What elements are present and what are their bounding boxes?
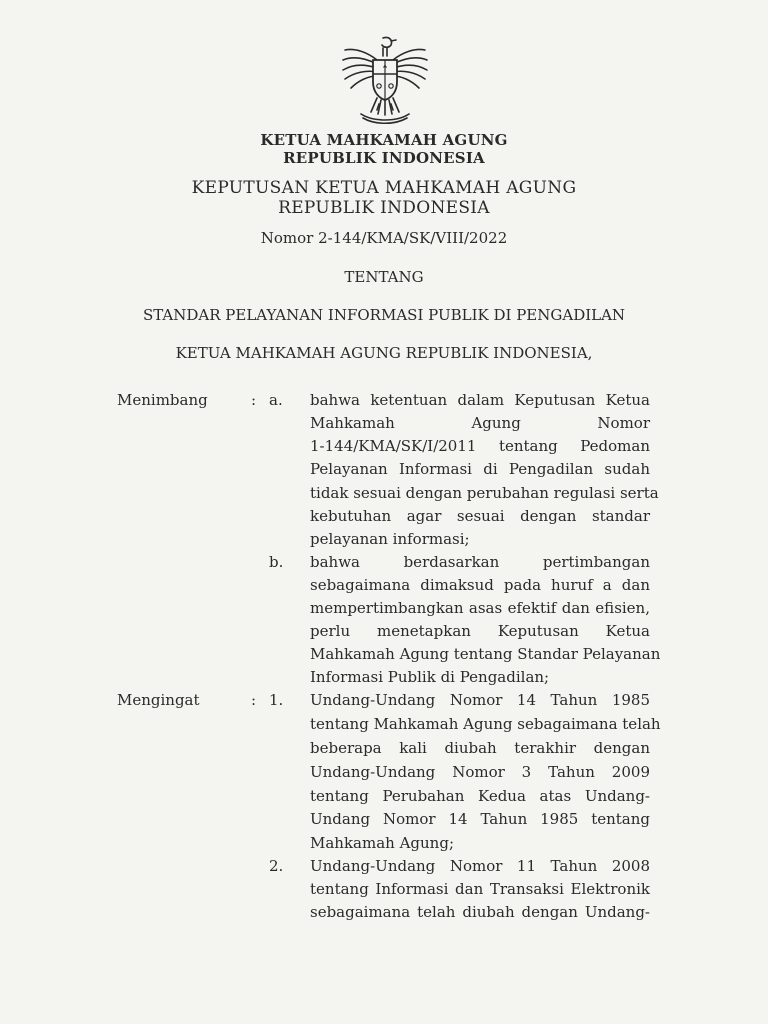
- decree-subject: STANDAR PELAYANAN INFORMASI PUBLIK DI PENGADILAN: [142, 306, 626, 324]
- decree-title-line-2: REPUBLIK INDONESIA: [278, 198, 490, 218]
- item-marker: 2.: [269, 857, 284, 875]
- tentang-heading: TENTANG: [344, 268, 424, 286]
- menimbang-label: Menimbang: [117, 391, 208, 409]
- clause-line: mempertimbangkan asas efektif dan efisien,: [310, 599, 650, 617]
- item-marker: 1.: [269, 691, 284, 709]
- clause-line: kebutuhan agar sesuai dengan standar: [310, 507, 650, 525]
- item-marker: b.: [269, 553, 284, 571]
- clause-line: Pelayanan Informasi di Pengadilan sudah: [310, 460, 650, 478]
- mengingat-label: Mengingat: [117, 691, 200, 709]
- authority-line-2: REPUBLIK INDONESIA: [283, 149, 485, 167]
- authority-line-1: KETUA MAHKAMAH AGUNG: [260, 131, 508, 149]
- garuda-emblem-icon: [337, 34, 433, 126]
- clause-line: Undang-Undang Nomor 3 Tahun 2009: [310, 763, 650, 781]
- clause-line: tentang Mahkamah Agung sebagaimana telah: [310, 715, 661, 733]
- clause-line: tidak sesuai dengan perubahan regulasi serta: [310, 484, 659, 502]
- clause-line: Undang-Undang Nomor 14 Tahun 1985: [310, 691, 650, 709]
- clause-line: Informasi Publik di Pengadilan;: [310, 668, 550, 686]
- clause-line: tentang Perubahan Kedua atas Undang-: [310, 787, 650, 805]
- clause-line: bahwa berdasarkan pertimbangan: [310, 553, 650, 571]
- mengingat-colon: :: [251, 691, 257, 709]
- clause-line: Mahkamah Agung;: [310, 834, 455, 852]
- clause-line: Undang-Undang Nomor 11 Tahun 2008: [310, 857, 650, 875]
- menimbang-colon: :: [251, 391, 257, 409]
- item-marker: a.: [269, 391, 283, 409]
- decree-number: Nomor 2-144/KMA/SK/VIII/2022: [260, 229, 508, 247]
- clause-line: sebagaimana dimaksud pada huruf a dan: [310, 576, 650, 594]
- clause-line: Mahkamah Agung Nomor: [310, 414, 650, 432]
- clause-line: pelayanan informasi;: [310, 530, 470, 548]
- clause-line: tentang Informasi dan Transaksi Elektronik: [310, 880, 650, 898]
- clause-line: 1-144/KMA/SK/I/2011 tentang Pedoman: [310, 437, 650, 455]
- clause-line: beberapa kali diubah terakhir dengan: [310, 739, 650, 757]
- issuer-line: KETUA MAHKAMAH AGUNG REPUBLIK INDONESIA,: [175, 344, 593, 362]
- clause-line: sebagaimana telah diubah dengan Undang-: [310, 903, 650, 921]
- clause-line: bahwa ketentuan dalam Keputusan Ketua: [310, 391, 650, 409]
- clause-line: Mahkamah Agung tentang Standar Pelayanan: [310, 645, 661, 663]
- decree-title-line-1: KEPUTUSAN KETUA MAHKAMAH AGUNG: [191, 178, 577, 198]
- clause-line: Undang Nomor 14 Tahun 1985 tentang: [310, 810, 650, 828]
- clause-line: perlu menetapkan Keputusan Ketua: [310, 622, 650, 640]
